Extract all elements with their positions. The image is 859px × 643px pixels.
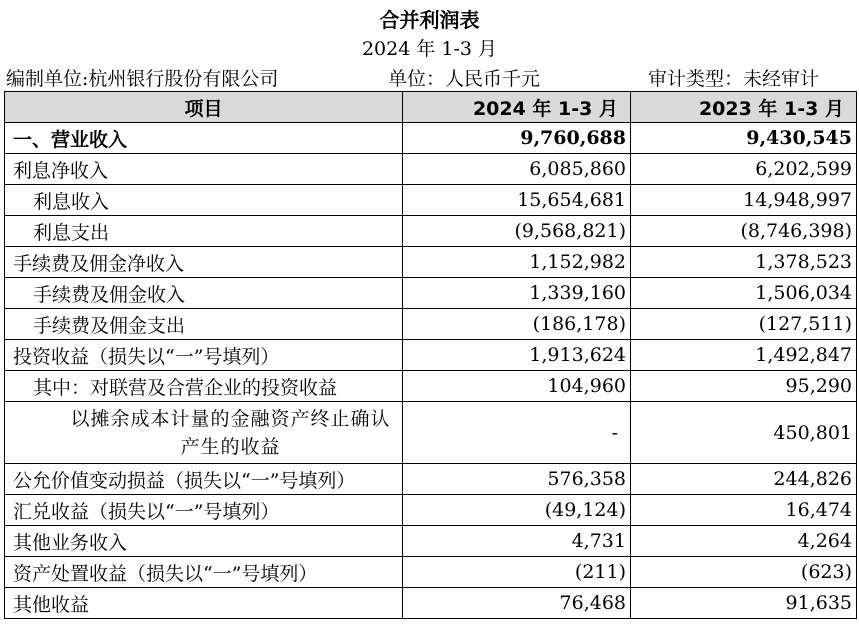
value-2024: (186,178) [403, 309, 631, 340]
value-2023: 1,378,523 [631, 247, 857, 278]
value-2023: 450,801 [631, 402, 857, 464]
value-2024: 1,913,624 [403, 340, 631, 371]
value-2023: 14,948,997 [631, 185, 857, 216]
value-2024: 9,760,688 [403, 123, 631, 154]
value-2023: 9,430,545 [631, 123, 857, 154]
value-2023: 4,264 [631, 526, 857, 557]
value-2023: 91,635 [631, 588, 857, 619]
value-2024: 1,152,982 [403, 247, 631, 278]
value-2023: 16,474 [631, 495, 857, 526]
row-label: 一、营业收入 [5, 123, 403, 154]
value-2023: 95,290 [631, 371, 857, 402]
table-header-row [5, 92, 857, 123]
table-row [5, 340, 857, 371]
value-2024: - [403, 402, 631, 464]
value-2024: 76,468 [403, 588, 631, 619]
row-label: 其他业务收入 [5, 526, 403, 557]
row-label: 手续费及佣金支出 [5, 309, 403, 340]
table-row [5, 278, 857, 309]
table-row [5, 464, 857, 495]
table-row [5, 123, 857, 154]
value-2024: (211) [403, 557, 631, 588]
table-row [5, 154, 857, 185]
reporting-entity: 编制单位:杭州银行股份有限公司 [6, 68, 279, 90]
row-label: 以摊余成本计量的金融资产终止确认产生的收益 [5, 402, 403, 464]
row-label: 其他收益 [5, 588, 403, 619]
value-2024: 6,085,860 [403, 154, 631, 185]
value-2023: 1,506,034 [631, 278, 857, 309]
value-2023: (623) [631, 557, 857, 588]
statement-title: 合并利润表 [379, 8, 480, 32]
column-header-2024: 2024 年 1-3 月 [403, 92, 631, 123]
income-statement-table [4, 91, 857, 619]
value-2024: (9,568,821) [403, 216, 631, 247]
value-2024: (49,124) [403, 495, 631, 526]
statement-period: 2024 年 1-3 月 [361, 38, 498, 60]
currency-unit: 单位：人民币千元 [388, 68, 541, 90]
value-2024: 4,731 [403, 526, 631, 557]
row-label: 其中：对联营及合营企业的投资收益 [5, 371, 403, 402]
row-label: 公允价值变动损益（损失以“一”号填列） [5, 464, 403, 495]
value-2024: 576,358 [403, 464, 631, 495]
row-label: 利息净收入 [5, 154, 403, 185]
table-row [5, 185, 857, 216]
table-row [5, 495, 857, 526]
row-label: 利息支出 [5, 216, 403, 247]
table-row [5, 309, 857, 340]
value-2023: 244,826 [631, 464, 857, 495]
row-label: 手续费及佣金收入 [5, 278, 403, 309]
value-2024: 104,960 [403, 371, 631, 402]
value-2023: 1,492,847 [631, 340, 857, 371]
column-header-2023: 2023 年 1-3 月 [631, 92, 857, 123]
row-label: 汇兑收益（损失以“一”号填列） [5, 495, 403, 526]
table-row [5, 371, 857, 402]
row-label: 手续费及佣金净收入 [5, 247, 403, 278]
row-label: 投资收益（损失以“一”号填列） [5, 340, 403, 371]
column-header-item: 项目 [5, 92, 403, 123]
value-2024: 1,339,160 [403, 278, 631, 309]
row-label: 资产处置收益（损失以“一”号填列） [5, 557, 403, 588]
table-row [5, 247, 857, 278]
value-2023: 6,202,599 [631, 154, 857, 185]
table-row [5, 526, 857, 557]
value-2023: (127,511) [631, 309, 857, 340]
table-row [5, 216, 857, 247]
table-row [5, 557, 857, 588]
table-row [5, 588, 857, 619]
value-2023: (8,746,398) [631, 216, 857, 247]
audit-type: 审计类型：未经审计 [648, 68, 820, 90]
row-label: 利息收入 [5, 185, 403, 216]
value-2024: 15,654,681 [403, 185, 631, 216]
table-row [5, 402, 857, 464]
